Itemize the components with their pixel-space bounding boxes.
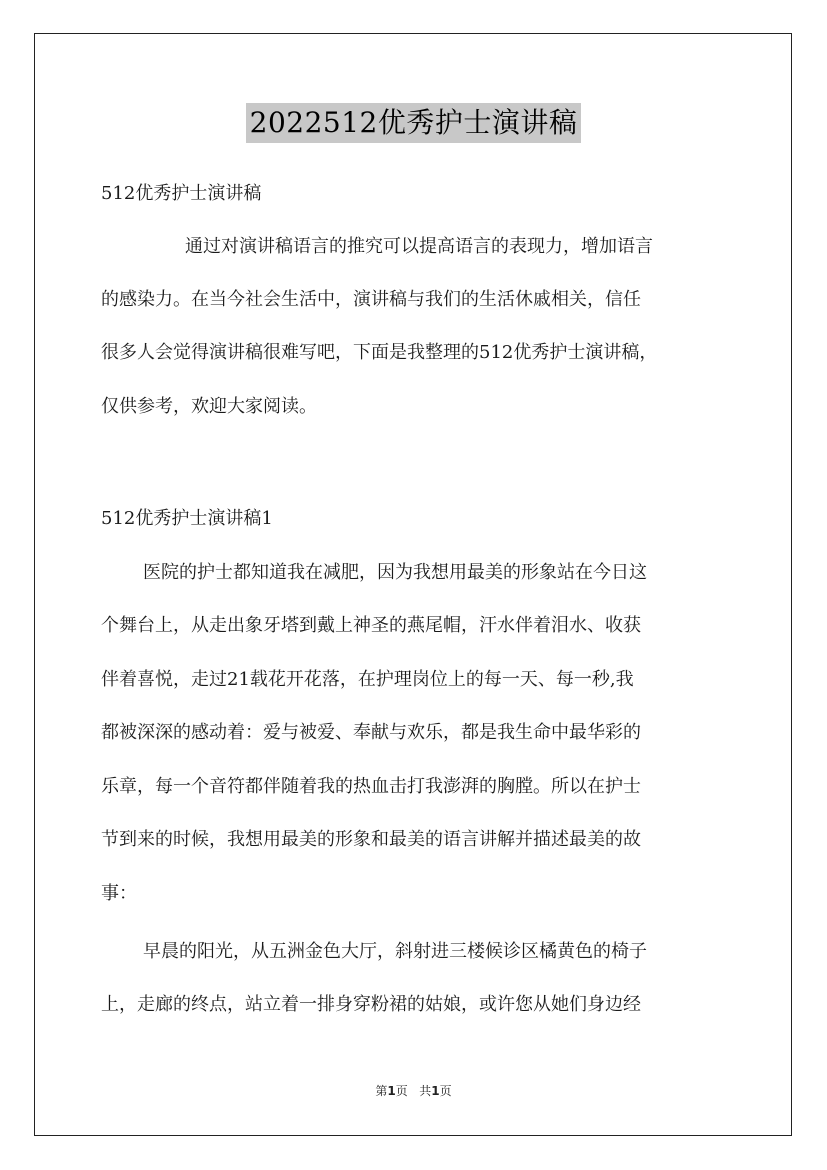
paragraph-line: 个舞台上，从走出象牙塔到戴上神圣的燕尾帽，汗水伴着泪水、收获 — [101, 615, 641, 636]
document-title: 2022512优秀护士演讲稿 — [246, 103, 582, 143]
paragraph-line: 都被深深的感动着：爱与被爱、奉献与欢乐，都是我生命中最华彩的 — [101, 722, 641, 743]
intro-line: 很多人会觉得演讲稿很难写吧，下面是我整理的512优秀护士演讲稿， — [101, 342, 658, 363]
paragraph-line: 伴着喜悦，走过21载花开花落，在护理岗位上的每一天、每一秒,我 — [101, 669, 634, 690]
page-label-suffix: 页 — [395, 1084, 408, 1098]
page-number: 1 — [387, 1084, 396, 1098]
intro-line: 仅供参考，欢迎大家阅读。 — [101, 396, 317, 417]
paragraph-line: 乐章，每一个音符都伴随着我的热血击打我澎湃的胸膛。所以在护士 — [101, 776, 641, 797]
total-pages: 1 — [431, 1084, 440, 1098]
total-label-prefix: 共 — [419, 1084, 432, 1098]
intro-line: 的感染力。在当今社会生活中，演讲稿与我们的生活休戚相关，信任 — [101, 289, 641, 310]
paragraph-line: 事： — [101, 883, 137, 904]
page-footer — [0, 1082, 827, 1099]
page-label-prefix: 第 — [375, 1084, 388, 1098]
section-heading: 512优秀护士演讲稿1 — [101, 508, 273, 529]
subtitle: 512优秀护士演讲稿 — [101, 183, 262, 204]
paragraph-line: 上，走廊的终点，站立着一排身穿粉裙的姑娘，或许您从她们身边经 — [101, 994, 641, 1015]
title-container — [0, 103, 827, 143]
total-label-suffix: 页 — [439, 1084, 452, 1098]
paragraph-line: 早晨的阳光，从五洲金色大厅，斜射进三楼候诊区橘黄色的椅子 — [143, 941, 647, 962]
paragraph-line: 医院的护士都知道我在减肥，因为我想用最美的形象站在今日这 — [143, 562, 647, 583]
paragraph-line: 节到来的时候，我想用最美的形象和最美的语言讲解并描述最美的故 — [101, 829, 641, 850]
intro-line: 通过对演讲稿语言的推究可以提高语言的表现力，增加语言 — [185, 236, 653, 257]
